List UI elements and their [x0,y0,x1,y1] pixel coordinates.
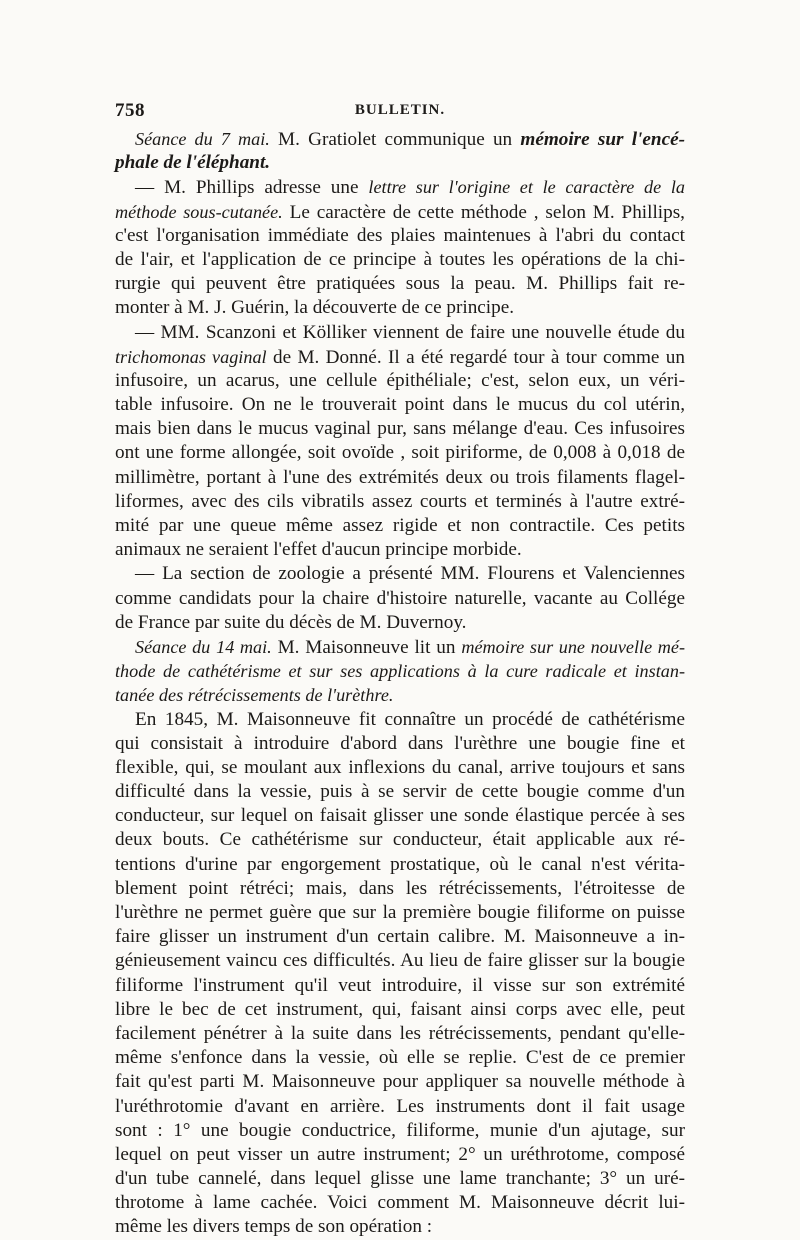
text-line [115,1046,685,1070]
text-body [115,127,685,1240]
text-segment: fait qu'est parti M. Maisonneuve pour appliquer sa nouvelle méthode à [115,1071,685,1093]
text-line [115,708,685,732]
text-line [115,732,685,756]
text-segment: Séance du [135,129,213,149]
text-line [115,998,685,1022]
text-segment: libre le bec de cet instrument, qui, faisant ainsi corps avec elle, peut [115,998,685,1020]
text-segment: Le caractère de cette méthode , selon M. Phillips, [282,201,685,223]
text-segment: méthode sous-cutanée. [115,201,283,222]
text-line [115,1191,685,1215]
text-segment: lequel on peut visser un autre instrument; 2° un uréthrotome, composé [115,1143,685,1165]
page-number: 758 [115,100,145,121]
text-segment: d'un tube cannelé, dans lequel glisse une lame tranchante; 3° un uré- [115,1168,685,1190]
text-segment: faire glisser un instrument d'un certain calibre. M. Maisonneuve a in- [115,926,685,948]
text-line [115,756,685,780]
text-line [115,587,685,611]
text-line [115,466,685,490]
text-segment: même les divers temps de son opération : [115,1216,433,1238]
text-line [115,562,685,586]
text-segment: 7 mai. [220,129,270,149]
text-line [115,369,685,393]
text-line [115,925,685,949]
text-segment: — MM. Scanzoni et Kölliker viennent de faire une nouvelle étude du [135,321,685,343]
text-line [115,151,685,175]
text-line [115,877,685,901]
text-segment: liformes, avec des cils vibratils assez courts et terminés à l'autre extré- [115,490,685,512]
text-segment: mémoire sur une nouvelle mé- [461,636,686,657]
text-line [115,1022,685,1046]
text-line [115,1119,685,1143]
text-line [115,853,685,877]
text-segment: table infusoire. On ne le trouverait point dans le mucus du col utérin, [115,394,685,416]
text-line [115,272,685,296]
text-segment: c'est l'organisation immédiate des plaies maintenues à l'abri du contact [115,224,685,246]
text-segment: même s'enfonce dans la vessie, où elle se replie. C'est de ce premier [115,1047,685,1069]
text-line [115,804,685,828]
text-line [115,345,685,369]
running-head: BULLETIN. [354,102,446,118]
text-segment: mémoire sur l'encé- [520,129,686,150]
text-line [115,1143,685,1167]
text-line [115,224,685,248]
text-segment: 14 mai. [216,636,272,657]
text-segment: facilement pénétrer à la suite dans les rétrécissements, pendant qu'elle- [115,1022,685,1044]
text-line [115,1167,685,1191]
text-line [115,828,685,852]
text-segment: mais bien dans le mucus vaginal pur, sans mélange d'eau. Ces infusoires [115,418,685,440]
text-segment: M. Gratiolet communique un [269,129,521,150]
text-line [115,200,685,224]
text-line [115,441,685,465]
text-segment: génieusement vaincu ces difficultés. Au lieu de faire glisser sur la bougie [115,950,685,972]
text-segment: M. Maisonneuve lit un [271,636,462,658]
text-segment: de France par suite du décès de M. Duvernoy. [115,611,467,633]
text-segment: difficulté dans la vessie, puis à se servir de cette bougie comme d'un [115,781,685,803]
text-segment: infusoire, un acarus, une cellule épithéliale; c'est, selon eux, un véri- [115,369,685,391]
text-segment: Séance du [135,636,211,657]
text-segment: En 1845, M. Maisonneuve fit connaître un procédé de cathétérisme [135,708,685,730]
text-segment: tentions d'urine par engorgement prostatique, où le canal n'est vérita- [115,853,685,875]
text-line [115,490,685,514]
text-line [115,635,685,659]
text-segment: mité par une queue même assez rigide et non contractile. Ces petits [115,515,685,536]
text-segment: thode de cathétérisme et sur ses applications à la cure radicale et instan- [115,661,685,682]
text-line [115,1215,685,1239]
text-segment: filiforme l'instrument qu'il veut introduire, il visse sur son extrémité [115,974,685,996]
text-line [115,1070,685,1094]
text-line [115,1095,685,1119]
text-segment: de M. Donné. Il a été regardé tour à tour comme un [266,346,685,368]
text-segment: ont une forme allongée, soit ovoïde , soit piriforme, de 0,008 à 0,018 de [115,442,685,464]
text-line [115,659,685,683]
text-segment: throtome à lame cachée. Voici comment M. Maisonneuve décrit lui- [115,1192,685,1214]
text-line [115,417,685,441]
text-segment: flexible, qui, se moulant aux inflexions du canal, arrive toujours et sans [115,756,685,778]
text-segment: phale de l'éléphant. [115,152,271,174]
text-line [115,683,685,707]
text-segment: sont : 1° une bougie conductrice, filiforme, munie d'un ajutage, sur [115,1119,685,1141]
text-line [115,974,685,998]
text-segment: — M. Phillips adresse une [135,177,369,199]
text-line [115,514,685,538]
text-segment: lettre sur l'origine et le caractère de la [368,177,685,198]
text-segment: l'uréthrotomie d'avant en arrière. Les instruments dont il fait usage [115,1095,685,1117]
text-line [115,611,685,635]
text-line [115,901,685,925]
text-segment: millimètre, portant à l'une des extrémités deux ou trois filaments flagel- [115,466,685,488]
text-segment: deux bouts. Ce cathétérisme sur conducteur, était applicable aux ré- [115,829,685,851]
text-line [115,393,685,417]
text-line [115,321,685,345]
text-line [115,949,685,973]
text-line [115,248,685,272]
page-header [115,100,685,124]
text-segment: comme candidats pour la chaire d'histoire naturelle, vacante au Collége [115,587,685,609]
text-line [115,127,685,151]
text-line [115,780,685,804]
text-segment: qui consistait à introduire d'abord dans l'urèthre une bougie fine et [115,732,685,754]
text-segment: de l'air, et l'application de ce principe à toutes les opérations de la chi- [115,248,685,270]
text-line [115,296,685,320]
text-segment: blement point rétréci; mais, dans les rétrécissements, l'étroitesse de [115,877,685,899]
text-segment: animaux ne seraient l'effet d'aucun principe morbide. [115,539,522,561]
text-segment: conducteur, sur lequel on faisait glisser une sonde élastique percée à ses [115,805,685,827]
text-segment: monter à M. J. Guérin, la découverte de ce principe. [115,297,515,319]
text-segment [213,129,221,150]
text-segment: rurgie qui peuvent être pratiquées sous la peau. M. Phillips fait re- [115,273,685,295]
text-segment: — La section de zoologie a présenté MM. Flourens et Valenciennes [135,563,685,585]
text-segment: l'urèthre ne permet guère que sur la première bougie filiforme on puisse [115,902,685,923]
text-segment: trichomonas vaginal [115,346,267,367]
text-line [115,538,685,562]
text-segment: tanée des rétrécissements de l'urèthre. [115,685,394,706]
text-line [115,175,685,199]
